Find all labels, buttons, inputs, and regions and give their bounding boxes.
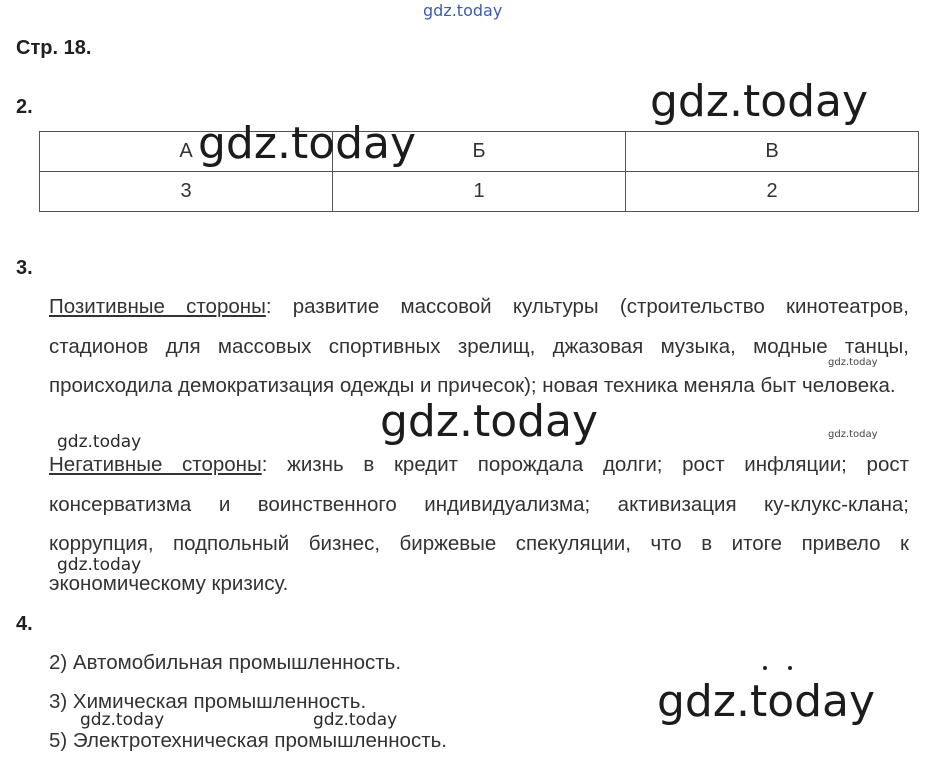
negative-label: Негативные стороны xyxy=(49,453,262,476)
task-3-number: 3. xyxy=(16,257,33,279)
table-row xyxy=(40,172,919,212)
watermark-top: gdz.today xyxy=(423,1,503,20)
watermark-small: gdz.today xyxy=(313,710,398,730)
table-header-row xyxy=(40,132,919,172)
list-item: 5) Электротехническая промышленность. xyxy=(49,729,447,752)
task-2-number: 2. xyxy=(16,96,33,118)
watermark-big: gdz.today xyxy=(657,676,876,727)
watermark-small: gdz.today xyxy=(57,555,142,575)
answer-table xyxy=(39,131,919,212)
watermark-small: gdz.today xyxy=(57,432,142,452)
watermark-big: gdz.today xyxy=(650,76,869,127)
watermark-small: gdz.today xyxy=(80,710,165,730)
list-item: 2) Автомобильная промышленность. xyxy=(49,651,402,674)
positive-paragraph xyxy=(49,287,909,406)
negative-paragraph xyxy=(49,445,909,603)
watermark-tiny: gdz.today xyxy=(828,357,878,368)
watermark-big: gdz.today xyxy=(198,118,417,169)
positive-text: : развитие массовой культуры (строительство кинотеатров, стадионов для массовых спортивных зрелищ, джазовая музыка, модные танцы, происходила демократизация одежды и причесок); новая техника меняла быт человека. xyxy=(49,295,909,397)
table-header-cell: Б xyxy=(333,132,626,172)
watermark-big: gdz.today xyxy=(380,396,599,447)
table-cell: 2 xyxy=(626,172,919,212)
table-cell: 1 xyxy=(333,172,626,212)
watermark-tiny: gdz.today xyxy=(828,429,878,440)
table-header-cell: А xyxy=(40,132,333,172)
table-cell: 3 xyxy=(40,172,333,212)
table-header-cell: В xyxy=(626,132,919,172)
page-title: Стр. 18. xyxy=(16,37,92,59)
positive-label: Позитивные стороны xyxy=(49,295,266,318)
task-4-number: 4. xyxy=(16,613,33,635)
list-item: 3) Химическая промышленность. xyxy=(49,690,367,713)
decorative-dot xyxy=(763,666,767,670)
decorative-dot xyxy=(788,666,792,670)
negative-text: : жизнь в кредит порождала долги; рост инфляции; рост консерватизма и воинственного индивидуализма; активизация ку-клукс-клана; коррупция, подпольный бизнес, биржевые спекуляции, что в итоге привело к экономическому кризису. xyxy=(49,453,910,595)
